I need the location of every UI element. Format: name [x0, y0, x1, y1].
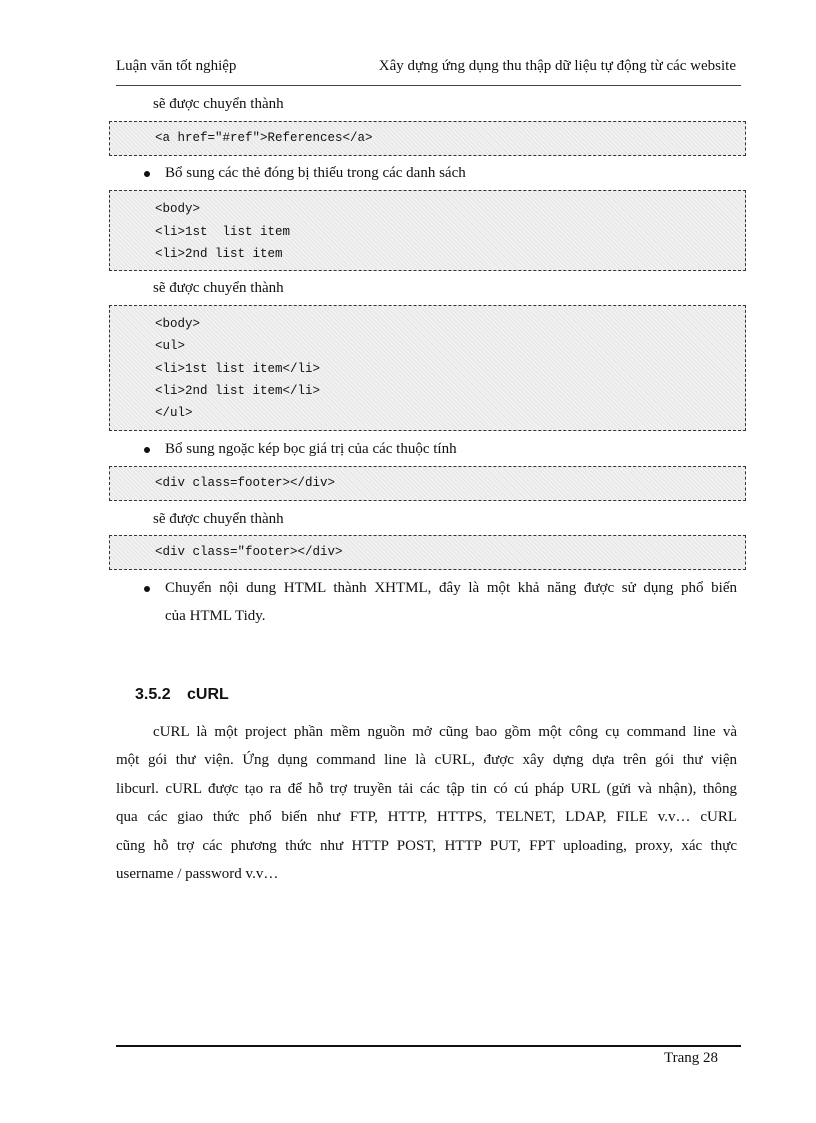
code-block-5 — [109, 535, 746, 570]
code-line: <li>1st list item</li> — [155, 362, 321, 376]
header-right-title: Xây dựng ứng dụng thu thập dữ liệu tự động từ các website — [378, 58, 736, 74]
bullet-xhtml-line-1: Chuyển nội dung HTML thành XHTML, đây là một khả năng được sử dụng phổ biến — [165, 580, 737, 596]
code-line: <body> — [155, 202, 201, 216]
code-block-2 — [109, 190, 746, 271]
code-line: </ul> — [155, 406, 193, 420]
code-line: <div class="footer></div> — [155, 545, 343, 559]
transform-note-1: sẽ được chuyển thành — [153, 96, 284, 112]
bullet-icon — [144, 586, 150, 592]
code-line: <li>2nd list item</li> — [155, 384, 321, 398]
code-block-1 — [109, 121, 746, 156]
code-block-4 — [109, 466, 746, 501]
paragraph-line: cũng hỗ trợ các phương thức như HTTP POST, HTTP PUT, FPT uploading, proxy, xác thực — [116, 837, 737, 854]
bullet-missing-close-tags: Bổ sung các thẻ đóng bị thiếu trong các danh sách — [165, 165, 466, 181]
bullet-xhtml-line-2: của HTML Tidy. — [165, 608, 266, 624]
paragraph-line: libcurl. cURL được tạo ra để hỗ trợ truyền tải các tập tin có cú pháp URL (gửi và nhận), thông — [116, 780, 737, 797]
header-left-title: Luận văn tốt nghiệp — [116, 58, 237, 74]
code-line: <div class=footer></div> — [155, 476, 336, 490]
bullet-icon — [144, 171, 150, 177]
section-number: 3.5.2 — [135, 686, 171, 703]
bullet-quote-attributes: Bổ sung ngoặc kép bọc giá trị của các thuộc tính — [165, 441, 457, 457]
curl-paragraph — [116, 718, 737, 888]
paragraph-line: cURL là một project phần mềm nguồn mở cũng bao gồm một công cụ command line và — [153, 724, 737, 740]
bullet-icon — [144, 447, 150, 453]
code-line: <li>1st list item — [155, 225, 291, 239]
paragraph-line: một gói thư viện. Ứng dụng command line là cURL, được xây dựng dựa trên gói thư viện — [116, 752, 737, 769]
section-heading — [135, 686, 229, 704]
transform-note-2: sẽ được chuyển thành — [153, 280, 284, 296]
transform-note-3: sẽ được chuyển thành — [153, 511, 284, 527]
header-divider — [116, 85, 741, 86]
footer-divider — [116, 1045, 741, 1047]
code-block-3 — [109, 305, 746, 431]
code-line: <li>2nd list item — [155, 247, 283, 261]
code-line: <ul> — [155, 339, 186, 353]
page-number: Trang 28 — [663, 1050, 718, 1066]
paragraph-line: username / password v.v… — [116, 866, 279, 883]
code-line: <body> — [155, 317, 201, 331]
paragraph-line: qua các giao thức phổ biến như FTP, HTTP, HTTPS, TELNET, LDAP, FILE v.v… cURL — [116, 809, 737, 826]
code-line: <a href="#ref">References</a> — [155, 131, 373, 145]
section-title: cURL — [187, 686, 229, 703]
